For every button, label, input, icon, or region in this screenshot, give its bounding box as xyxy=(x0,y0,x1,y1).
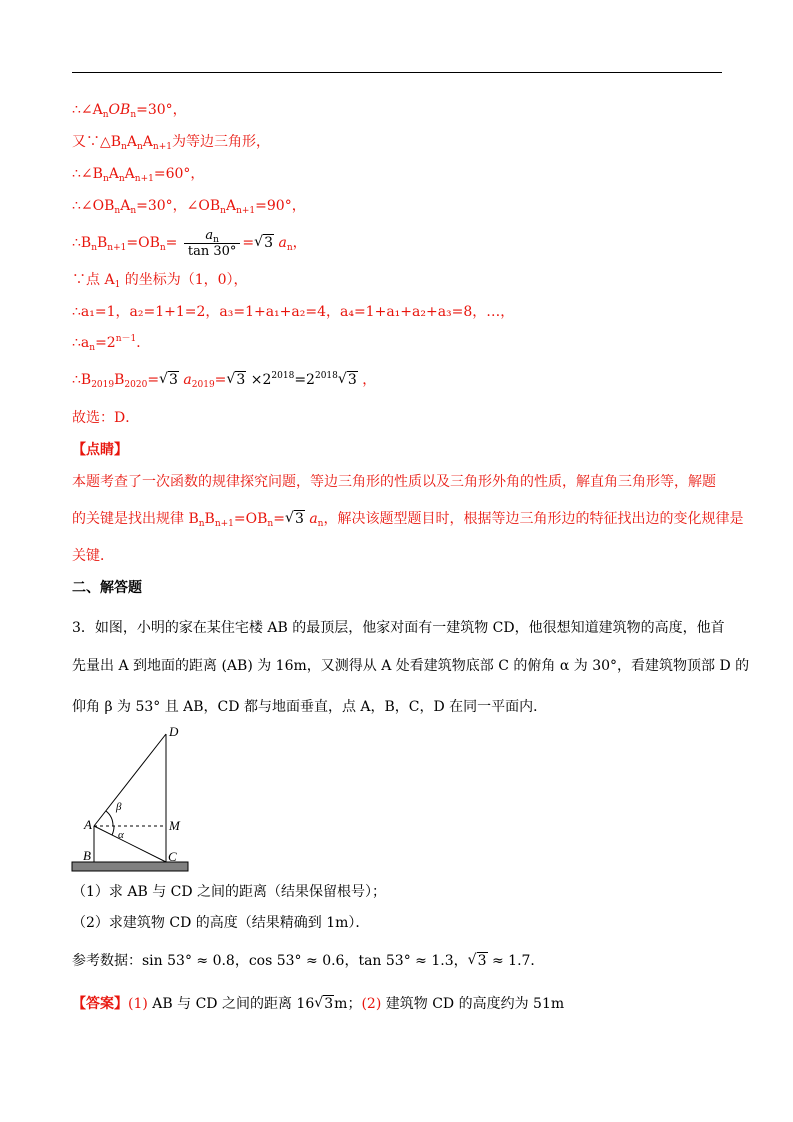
comment-line-3: 关键． xyxy=(72,548,114,564)
solution-line-6: ∵点 $A_1$ 的坐标为（1，0）， xyxy=(72,272,248,290)
question-2: （2）求建筑物 CD 的高度（结果精确到 1m）． xyxy=(72,915,370,931)
solution-line-7: ∴a₁=1，a₂=1+1=2，a₃=1+a₁+a₂=4，a₄=1+a₁+a₂+a₃=8，…， xyxy=(72,304,515,320)
label-B: B xyxy=(83,848,91,863)
section-heading: 二、解答题 xyxy=(72,580,142,596)
label-D: D xyxy=(169,724,179,739)
solution-line-2: 又$\because\triangle B_nA_nA_{n+1}$为等边三角形， xyxy=(72,134,270,152)
problem-line-3: 仰角 β 为 53° 且 AB，CD 都与地面垂直，点 A，B，C，D 在同一平面内． xyxy=(72,699,548,715)
solution-line-3: $\therefore\angle B_nA_nA_{n+1}=60^\circ$， xyxy=(72,166,205,184)
label-beta: β xyxy=(116,801,122,813)
sqrt-symbol: √ 3 xyxy=(338,370,358,390)
problem-line-2: 先量出 A 到地面的距离 (AB) 为 16m，又测得从 A 处看建筑物底部 C 的俯角 α 为 30°，看建筑物顶部 D 的 xyxy=(72,658,750,674)
comment-line-1: 本题考查了一次函数的规律探究问题，等边三角形的性质以及三角形外角的性质，解直角三角形等，解题 xyxy=(72,474,716,490)
solution-line-8: $\therefore a_n=2^{n-1}$． xyxy=(72,334,151,353)
solution-line-10: 故选：D． xyxy=(72,410,140,426)
geometry-figure xyxy=(70,722,195,874)
fraction: $\frac{a_n}{\tan 30^\circ}$ xyxy=(184,228,241,259)
sqrt-symbol: √ 3 xyxy=(254,226,274,260)
solution-line-1: $\therefore\angle A_nOB_n=30^\circ$， xyxy=(72,102,187,120)
comment-line-2: 的关键是找出规律 $B_nB_{n+1}=OB_n=√$ 3 $a_n$，解决该题型题目时，根据等边三角形边的特征找出边的变化规律是 xyxy=(72,509,743,529)
label-C: C xyxy=(168,849,177,864)
label-A: A xyxy=(84,817,92,832)
solution-line-9: $\therefore B_{2019}B_{2020}=√$ 3 $a_{2019}=√$ $3 \times 2^{2018}=2^{2018}√$ 3 ， xyxy=(72,370,376,390)
solution-line-5: $\therefore B_nB_{n+1}=OB_n=$ $\frac{a_n}{\tan 30^\circ}$ =√ 3 $a_n$， xyxy=(72,226,307,260)
sqrt-symbol: √ 3 xyxy=(314,994,334,1014)
answer-tag: 【答案】 xyxy=(72,996,128,1012)
reference-data: 参考数据：sin 53° ≈ 0.8，cos 53° ≈ 0.6，tan 53° ≈ 1.3，√ 3 ≈ 1.7． xyxy=(72,951,544,971)
segment-AD xyxy=(94,734,166,826)
label-M: M xyxy=(169,818,180,833)
sqrt-symbol: √ 3 xyxy=(226,370,246,390)
header-rule xyxy=(72,72,722,73)
segment-AC xyxy=(94,826,166,862)
sqrt-symbol: √ 3 xyxy=(468,951,488,971)
sqrt-symbol: √ 3 xyxy=(159,370,179,390)
solution-line-4: $\therefore\angle OB_nA_n=30^\circ$，$\angle OB_nA_{n+1}=90^\circ$， xyxy=(72,198,306,216)
angle-alpha-arc xyxy=(112,826,114,835)
comment-tag: 【点睛】 xyxy=(72,442,128,458)
answer-line: 【答案】(1) AB 与 CD 之间的距离 16√ 3m；(2) 建筑物 CD 的高度约为 51m xyxy=(72,994,564,1014)
problem-line-1: 3．如图，小明的家在某住宅楼 AB 的最顶层，他家对面有一建筑物 CD，他很想知道建筑物的高度，他首 xyxy=(72,620,725,636)
question-1: （1）求 AB 与 CD 之间的距离（结果保留根号）； xyxy=(72,884,387,900)
angle-beta-arc xyxy=(106,811,113,826)
sqrt-symbol: √ 3 xyxy=(285,509,305,529)
label-alpha: α xyxy=(118,829,124,841)
